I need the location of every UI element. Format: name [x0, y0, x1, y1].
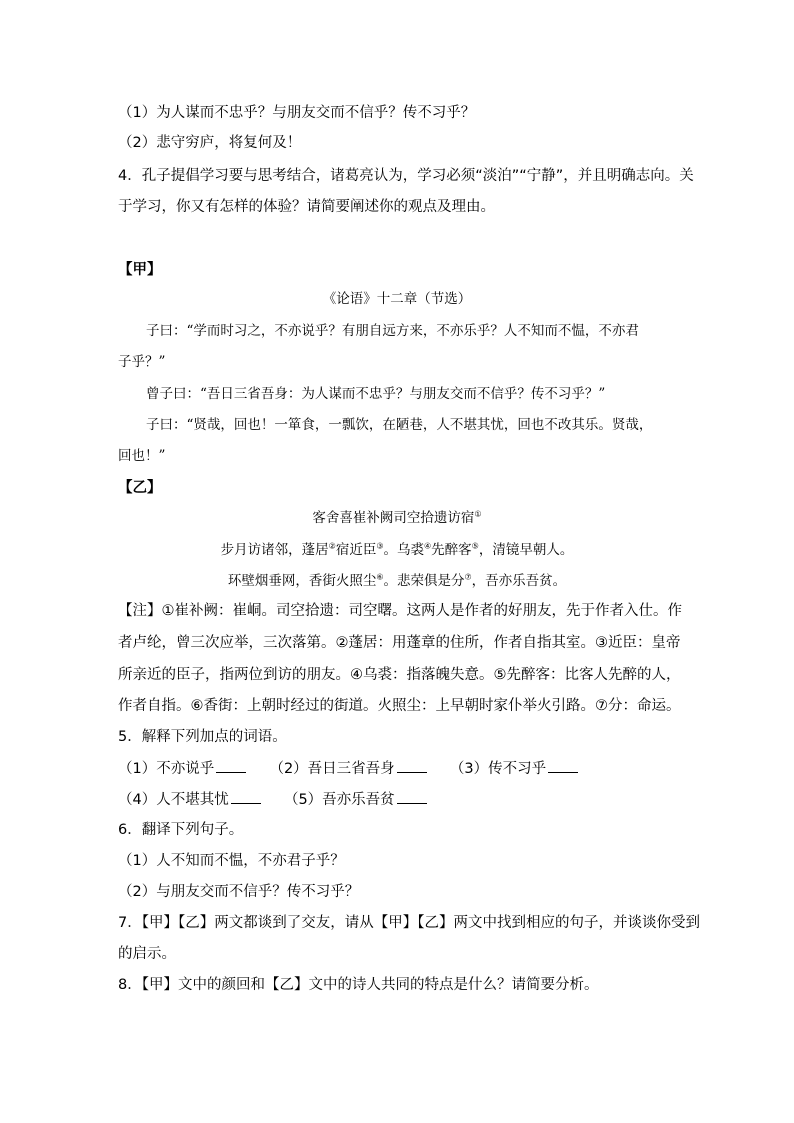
- poem-text: 先醉客: [431, 542, 472, 558]
- jia-p1-line1: 子曰：“学而时习之，不亦说乎？有朋自远方来，不亦乐乎？人不知而不愠，不亦君: [146, 323, 639, 339]
- jia-p3-line1: 子曰：“贤哉，回也！一箪食，一瓢饮，在陋巷，人不堪其忧，回也不改其乐。贤哉，: [146, 417, 653, 433]
- q6-item-2: （2）与朋友交而不信乎？传不习乎？: [118, 884, 360, 900]
- q3-item-1: （1）为人谋而不忠乎？与朋友交而不信乎？传不习乎？: [118, 105, 476, 121]
- q6-item-1: （1）人不知而不愠，不亦君子乎？: [118, 853, 345, 869]
- notes-line1: 【注】①崔补阙：崔峒。司空拾遗：司空曙。这两人是作者的好朋友，先于作者入仕。作: [118, 603, 682, 619]
- notes-line4: 作者自指。⑥香街：上朝时经过的街道。火照尘：上早朝时家仆举火引路。⑦分：命运。: [118, 698, 681, 714]
- poem-text: 。乌裘: [383, 542, 424, 558]
- poem-text: 宿近臣: [335, 542, 377, 558]
- yi-poem-line2: [0, 571, 794, 591]
- q7-line1: 7．【甲】【乙】两文都谈到了交友，请从【甲】【乙】两文中找到相应的句子，并谈谈你受到: [118, 915, 700, 931]
- note-marker: ③: [376, 541, 384, 551]
- q5-item-3: （3）传不习乎: [449, 761, 547, 777]
- poem-text: ，清镜早朝人。: [478, 542, 574, 558]
- jia-p2: 曾子曰：“吾日三省吾身：为人谋而不忠乎？与朋友交而不信乎？传不习乎？”: [146, 386, 606, 402]
- answer-blank[interactable]: [548, 758, 578, 773]
- q8: 8．【甲】文中的颜回和【乙】文中的诗人共同的特点是什么？请简要分析。: [118, 977, 599, 993]
- note-marker: ⑥: [376, 572, 384, 582]
- q7-line2: 的启示。: [118, 946, 176, 962]
- yi-heading: 【乙】: [118, 480, 162, 496]
- poem-text: ，吾亦乐吾贫。: [471, 573, 567, 589]
- yi-poem-line1: [0, 540, 794, 560]
- q5-row1: [118, 758, 578, 779]
- notes-line2: 者卢纶，曾三次应举，三次落第。②蓬居：用蓬章的住所，作者自指其室。③近臣：皇帝: [118, 635, 681, 651]
- note-marker: ⑤: [471, 541, 479, 551]
- answer-blank[interactable]: [397, 789, 427, 804]
- answer-blank[interactable]: [231, 789, 261, 804]
- answer-blank[interactable]: [397, 758, 427, 773]
- note-marker: ⑦: [464, 572, 472, 582]
- poem-text: 步月访诸邻，蓬居: [220, 542, 329, 558]
- q5-row2: [118, 789, 427, 810]
- jia-title: 《论语》十二章（节选）: [322, 291, 472, 307]
- yi-title-text: 客舍喜崔补阙司空拾遗访宿: [312, 510, 475, 526]
- answer-blank[interactable]: [216, 758, 246, 773]
- note-marker: ①: [474, 509, 482, 519]
- q3-item-2: （2）悲守穷庐，将复何及！: [118, 135, 302, 151]
- q5-item-4: （4）人不堪其忧: [118, 792, 229, 808]
- jia-p3-line2: 回也！”: [118, 448, 166, 464]
- q4-line-1: 4．孔子提倡学习要与思考结合，诸葛亮认为，学习必须“淡泊”“宁静”，并且明确志向。关: [118, 168, 694, 184]
- poem-text: 环壁烟垂网，香街火照尘: [227, 573, 377, 589]
- note-marker: ④: [424, 541, 432, 551]
- notes-line3: 所亲近的臣子，指两位到访的朋友。④乌裘：指落魄失意。⑤先醉客：比客人先醉的人，: [118, 667, 681, 683]
- poem-text: 。悲荣俱是分: [383, 573, 465, 589]
- q5-title: 5．解释下列加点的词语。: [118, 729, 287, 745]
- yi-title: [0, 508, 794, 528]
- q5-item-1: （1）不亦说乎: [118, 761, 215, 777]
- q4-line-2: 于学习，你又有怎样的体验？请简要阐述你的观点及理由。: [118, 199, 495, 215]
- jia-p1-line2: 子乎？”: [118, 354, 166, 370]
- q5-item-2: （2）吾日三省吾身: [269, 761, 395, 777]
- q6-title: 6．翻译下列句子。: [118, 822, 244, 838]
- jia-heading: 【甲】: [118, 262, 162, 278]
- note-marker: ②: [328, 541, 336, 551]
- q5-item-5: （5）吾亦乐吾贫: [283, 792, 395, 808]
